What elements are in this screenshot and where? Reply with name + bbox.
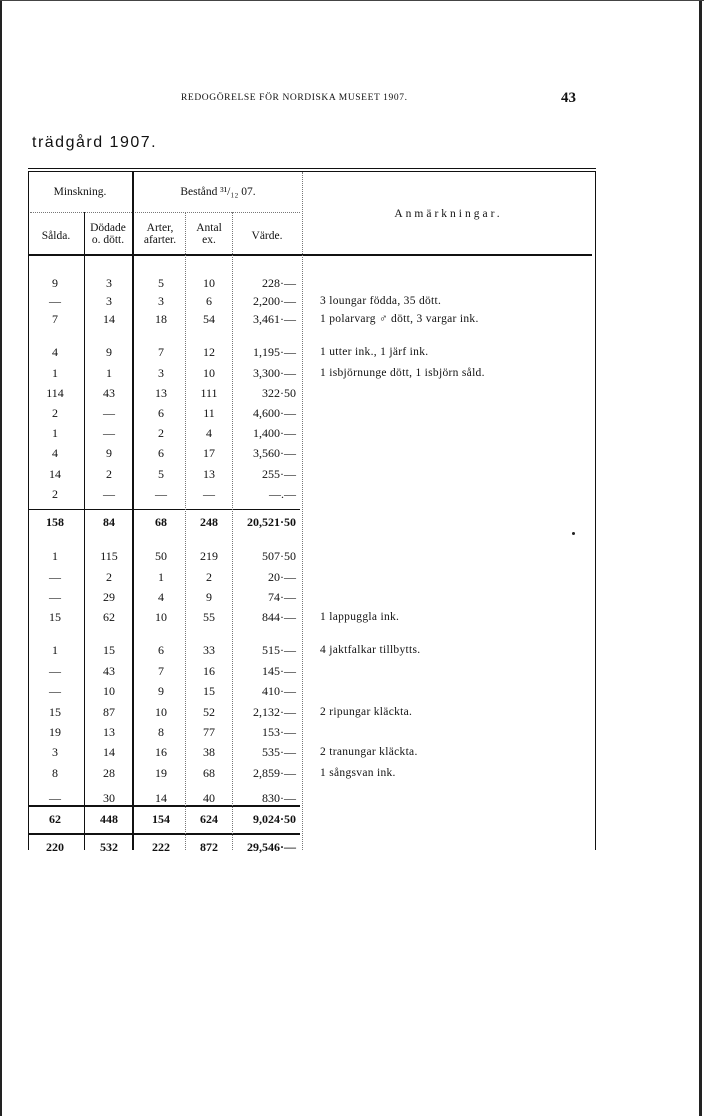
cell-note: 1 lappuggla ink. xyxy=(320,611,400,623)
cell-dodade: 2 xyxy=(106,570,112,584)
cell-dodade: 9 xyxy=(106,446,112,460)
col-divider-bestand xyxy=(132,172,134,850)
cell-dodade: 87 xyxy=(103,705,115,719)
cell-arter: 5 xyxy=(158,467,164,481)
cell-varde: 228·— xyxy=(262,276,296,290)
cell-arter: 7 xyxy=(158,345,164,359)
cell-salda: 15 xyxy=(49,705,61,719)
cell-dodade: 84 xyxy=(103,515,115,529)
cell-varde: 255·— xyxy=(262,467,296,481)
cell-varde: 535·— xyxy=(262,745,296,759)
cell-antal: 52 xyxy=(203,705,215,719)
cell-dodade: 14 xyxy=(103,745,115,759)
page-edge-left xyxy=(0,0,2,1116)
cell-dodade: 15 xyxy=(103,643,115,657)
cell-dodade: 62 xyxy=(103,610,115,624)
table-top-rule-2 xyxy=(28,171,596,172)
running-header: REDOGÖRELSE FÖR NORDISKA MUSEET 1907. xyxy=(181,93,408,103)
cell-salda: — xyxy=(49,294,61,308)
cell-salda: 2 xyxy=(52,406,58,420)
col-divider-varde xyxy=(302,172,303,850)
cell-arter: 222 xyxy=(152,840,170,854)
cell-arter: 6 xyxy=(158,446,164,460)
cell-antal: 872 xyxy=(200,840,218,854)
col-divider-minskning xyxy=(84,212,85,850)
section-title: trädgård 1907. xyxy=(32,134,158,151)
header-arter-1: Arter, xyxy=(146,222,174,234)
cell-antal: 4 xyxy=(206,426,212,440)
cell-varde: 515·— xyxy=(262,643,296,657)
cell-varde: 3,461·— xyxy=(253,312,296,326)
cell-antal: 2 xyxy=(206,570,212,584)
cell-salda: 8 xyxy=(52,766,58,780)
cell-varde: 3,560·— xyxy=(253,446,296,460)
subtotal-rule-2 xyxy=(28,805,300,807)
cell-arter: 3 xyxy=(158,366,164,380)
cell-varde: 20·— xyxy=(268,570,296,584)
cell-arter: 10 xyxy=(155,705,167,719)
cell-dodade: 29 xyxy=(103,590,115,604)
page-edge-top xyxy=(0,0,704,1)
cell-varde: —.— xyxy=(269,487,296,501)
cell-varde: 844·— xyxy=(262,610,296,624)
cell-antal: 16 xyxy=(203,664,215,678)
header-arter-2: afarter. xyxy=(143,234,177,246)
cell-arter: 18 xyxy=(155,312,167,326)
cell-arter: 154 xyxy=(152,812,170,826)
cell-salda: 62 xyxy=(49,812,61,826)
cell-salda: 1 xyxy=(52,426,58,440)
cell-salda: 14 xyxy=(49,467,61,481)
cell-arter: 10 xyxy=(155,610,167,624)
cell-arter: 9 xyxy=(158,684,164,698)
cell-note: 1 isbjörnunge dött, 1 isbjörn såld. xyxy=(320,367,485,379)
cell-varde: 3,300·— xyxy=(253,366,296,380)
cell-salda: 1 xyxy=(52,366,58,380)
cell-antal: 13 xyxy=(203,467,215,481)
header-bestand: Bestånd ³¹/₁₂ 07. xyxy=(180,186,256,198)
cell-salda: 7 xyxy=(52,312,58,326)
cell-salda: — xyxy=(49,684,61,698)
cell-note: 4 jaktfalkar tillbytts. xyxy=(320,644,421,656)
header-antal-1: Antal xyxy=(196,222,222,234)
cell-note: 2 tranungar kläckta. xyxy=(320,746,418,758)
cell-dodade: 1 xyxy=(106,366,112,380)
cell-salda: 158 xyxy=(46,515,64,529)
cell-salda: 2 xyxy=(52,487,58,501)
header-anmarkningar: Anmärkningar. xyxy=(394,208,503,220)
col-divider-antal xyxy=(232,212,233,850)
cell-antal: 624 xyxy=(200,812,218,826)
page-number: 43 xyxy=(561,90,576,106)
header-varde: Värde. xyxy=(251,230,283,242)
cell-dodade: 43 xyxy=(103,664,115,678)
cell-varde: 2,859·— xyxy=(253,766,296,780)
cell-antal: 111 xyxy=(200,386,218,400)
cell-salda: 4 xyxy=(52,446,58,460)
grand-total-rule xyxy=(28,833,300,835)
cell-antal: 40 xyxy=(203,791,215,805)
stray-dot xyxy=(572,532,575,535)
cell-varde: 153·— xyxy=(262,725,296,739)
cell-dodade: — xyxy=(103,487,115,501)
cell-arter: 14 xyxy=(155,791,167,805)
cell-arter: 50 xyxy=(155,549,167,563)
cell-dodade: — xyxy=(103,426,115,440)
header-salda: Sålda. xyxy=(41,230,71,242)
cell-salda: 114 xyxy=(46,386,64,400)
cell-varde: 322·50 xyxy=(262,386,296,400)
cell-antal: 33 xyxy=(203,643,215,657)
cell-antal: 17 xyxy=(203,446,215,460)
cell-varde: 2,132·— xyxy=(253,705,296,719)
cell-dodade: 2 xyxy=(106,467,112,481)
cell-salda: — xyxy=(49,791,61,805)
cell-salda: 9 xyxy=(52,276,58,290)
cell-antal: 68 xyxy=(203,766,215,780)
header-minskning: Minskning. xyxy=(53,186,107,198)
cell-dodade: 10 xyxy=(103,684,115,698)
cell-dodade: 3 xyxy=(106,276,112,290)
cell-note: 1 sångsvan ink. xyxy=(320,767,396,779)
cell-arter: 8 xyxy=(158,725,164,739)
cell-varde: 4,600·— xyxy=(253,406,296,420)
cell-dodade: 13 xyxy=(103,725,115,739)
cell-arter: 7 xyxy=(158,664,164,678)
header-separator-rule xyxy=(28,254,592,256)
cell-note: 2 ripungar kläckta. xyxy=(320,706,413,718)
cell-dodade: 30 xyxy=(103,791,115,805)
cell-salda: 15 xyxy=(49,610,61,624)
cell-antal: 6 xyxy=(206,294,212,308)
cell-arter: 6 xyxy=(158,406,164,420)
cell-arter: 6 xyxy=(158,643,164,657)
cell-antal: — xyxy=(203,487,215,501)
cell-dodade: 448 xyxy=(100,812,118,826)
cell-note: 3 loungar födda, 35 dött. xyxy=(320,295,442,307)
cell-salda: 19 xyxy=(49,725,61,739)
cell-antal: 248 xyxy=(200,515,218,529)
cell-salda: — xyxy=(49,570,61,584)
cell-varde: 145·— xyxy=(262,664,296,678)
cell-varde: 29,546·— xyxy=(246,840,296,854)
cell-arter: — xyxy=(155,487,167,501)
cell-salda: 3 xyxy=(52,745,58,759)
cell-antal: 9 xyxy=(206,590,212,604)
cell-arter: 5 xyxy=(158,276,164,290)
cell-salda: — xyxy=(49,590,61,604)
cell-varde: 2,200·— xyxy=(253,294,296,308)
cell-salda: 220 xyxy=(46,840,64,854)
cell-salda: 1 xyxy=(52,643,58,657)
cell-antal: 12 xyxy=(203,345,215,359)
cell-varde: 1,400·— xyxy=(253,426,296,440)
cell-antal: 54 xyxy=(203,312,215,326)
cell-antal: 38 xyxy=(203,745,215,759)
cell-note: 1 utter ink., 1 järf ink. xyxy=(320,346,429,358)
cell-antal: 10 xyxy=(203,366,215,380)
cell-varde: 20,521·50 xyxy=(246,515,296,529)
cell-dodade: 532 xyxy=(100,840,118,854)
header-dodade-1: Dödade xyxy=(90,222,126,234)
cell-antal: 77 xyxy=(203,725,215,739)
cell-arter: 3 xyxy=(158,294,164,308)
cell-dodade: 9 xyxy=(106,345,112,359)
table-top-rule xyxy=(28,168,596,169)
cell-varde: 507·50 xyxy=(262,549,296,563)
cell-arter: 1 xyxy=(158,570,164,584)
cell-dodade: — xyxy=(103,406,115,420)
cell-dodade: 115 xyxy=(100,549,118,563)
cell-salda: — xyxy=(49,664,61,678)
cell-arter: 68 xyxy=(155,515,167,529)
cell-salda: 4 xyxy=(52,345,58,359)
cell-salda: 1 xyxy=(52,549,58,563)
cell-antal: 15 xyxy=(203,684,215,698)
header-dodade-2: o. dött. xyxy=(91,234,125,246)
cell-varde: 410·— xyxy=(262,684,296,698)
subtotal-rule-1 xyxy=(28,509,300,510)
cell-varde: 830·— xyxy=(262,791,296,805)
cell-dodade: 28 xyxy=(103,766,115,780)
cell-varde: 74·— xyxy=(268,590,296,604)
cell-varde: 1,195·— xyxy=(253,345,296,359)
cell-antal: 10 xyxy=(203,276,215,290)
header-subrule xyxy=(30,212,300,213)
cell-note: 1 polarvarg ♂ dött, 3 vargar ink. xyxy=(320,313,479,325)
cell-dodade: 43 xyxy=(103,386,115,400)
cell-dodade: 14 xyxy=(103,312,115,326)
cell-arter: 19 xyxy=(155,766,167,780)
cell-antal: 55 xyxy=(203,610,215,624)
cell-arter: 4 xyxy=(158,590,164,604)
page-edge-right xyxy=(699,0,702,1116)
cell-arter: 16 xyxy=(155,745,167,759)
cell-dodade: 3 xyxy=(106,294,112,308)
cell-arter: 13 xyxy=(155,386,167,400)
cell-antal: 11 xyxy=(203,406,215,420)
cell-antal: 219 xyxy=(200,549,218,563)
header-antal-2: ex. xyxy=(202,234,216,246)
cell-varde: 9,024·50 xyxy=(252,812,296,826)
cell-arter: 2 xyxy=(158,426,164,440)
